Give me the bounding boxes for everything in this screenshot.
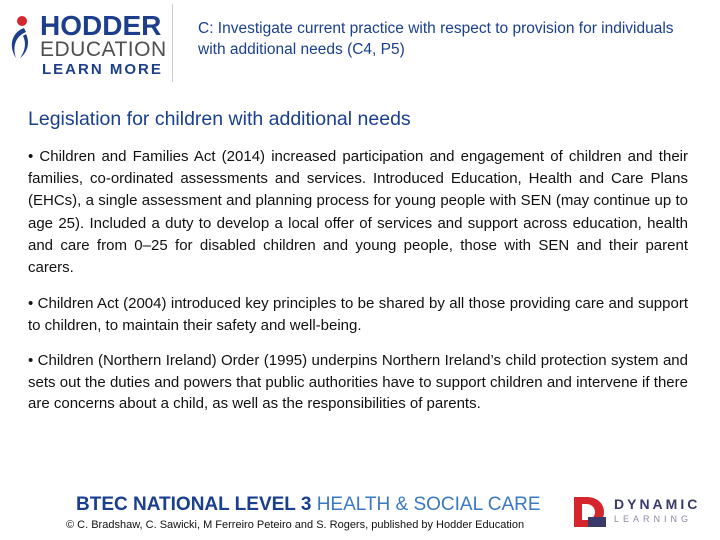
footer-subject: HEALTH & SOCIAL CARE xyxy=(311,494,541,515)
slide-header-title: C: Investigate current practice with respect to provision for individuals with additional needs (C4, P5) xyxy=(198,20,674,58)
logo-hodder-text: HODDER xyxy=(40,10,162,41)
dynamic-learning-dl-icon xyxy=(570,493,610,531)
learning-text: LEARNING xyxy=(614,514,693,524)
bullet-children-act-2004: • Children Act (2004) introduced key principles to be shared by all those providing care and support to children, to maintain their safety and well-being. xyxy=(28,295,688,334)
hodder-education-logo xyxy=(6,8,166,80)
footer-copyright: © C. Bradshaw, C. Sawicki, M Ferreiro Peteiro and S. Rogers, published by Hodder Education xyxy=(66,519,525,531)
footer-course-title xyxy=(76,494,556,516)
dynamic-learning-logo xyxy=(570,493,710,533)
footer-btec-level: BTEC NATIONAL LEVEL 3 xyxy=(76,494,312,515)
bullet-children-families-act: • Children and Families Act (2014) increased participation and engagement of children and their families, co-ordinated assessments and services. Introduced Education, Health and Care Plans (EHCs), a single assessment and planning process for young people with SEN (may continue up to age 25). Included a duty to develop a local offer of services and support across education, health and care from 0–25 for disabled children and young people, those with SEN and their parent carers. xyxy=(28,148,688,277)
dynamic-text: DYNAMIC xyxy=(614,496,701,512)
hodder-figure-icon xyxy=(6,12,32,62)
logo-learn-more-text: LEARN MORE xyxy=(42,61,163,78)
bullet-list xyxy=(28,146,688,429)
logo-education-text: EDUCATION xyxy=(40,38,167,61)
section-heading: Legislation for children with additional needs xyxy=(28,108,411,130)
header-divider xyxy=(172,4,173,82)
bullet-northern-ireland-order: • Children (Northern Ireland) Order (1995) underpins Northern Ireland’s child protection system and sets out the duties and powers that public authorities have to support children and intervene if there are concerns about a child, as well as the responsibilities of parents. xyxy=(28,352,688,413)
